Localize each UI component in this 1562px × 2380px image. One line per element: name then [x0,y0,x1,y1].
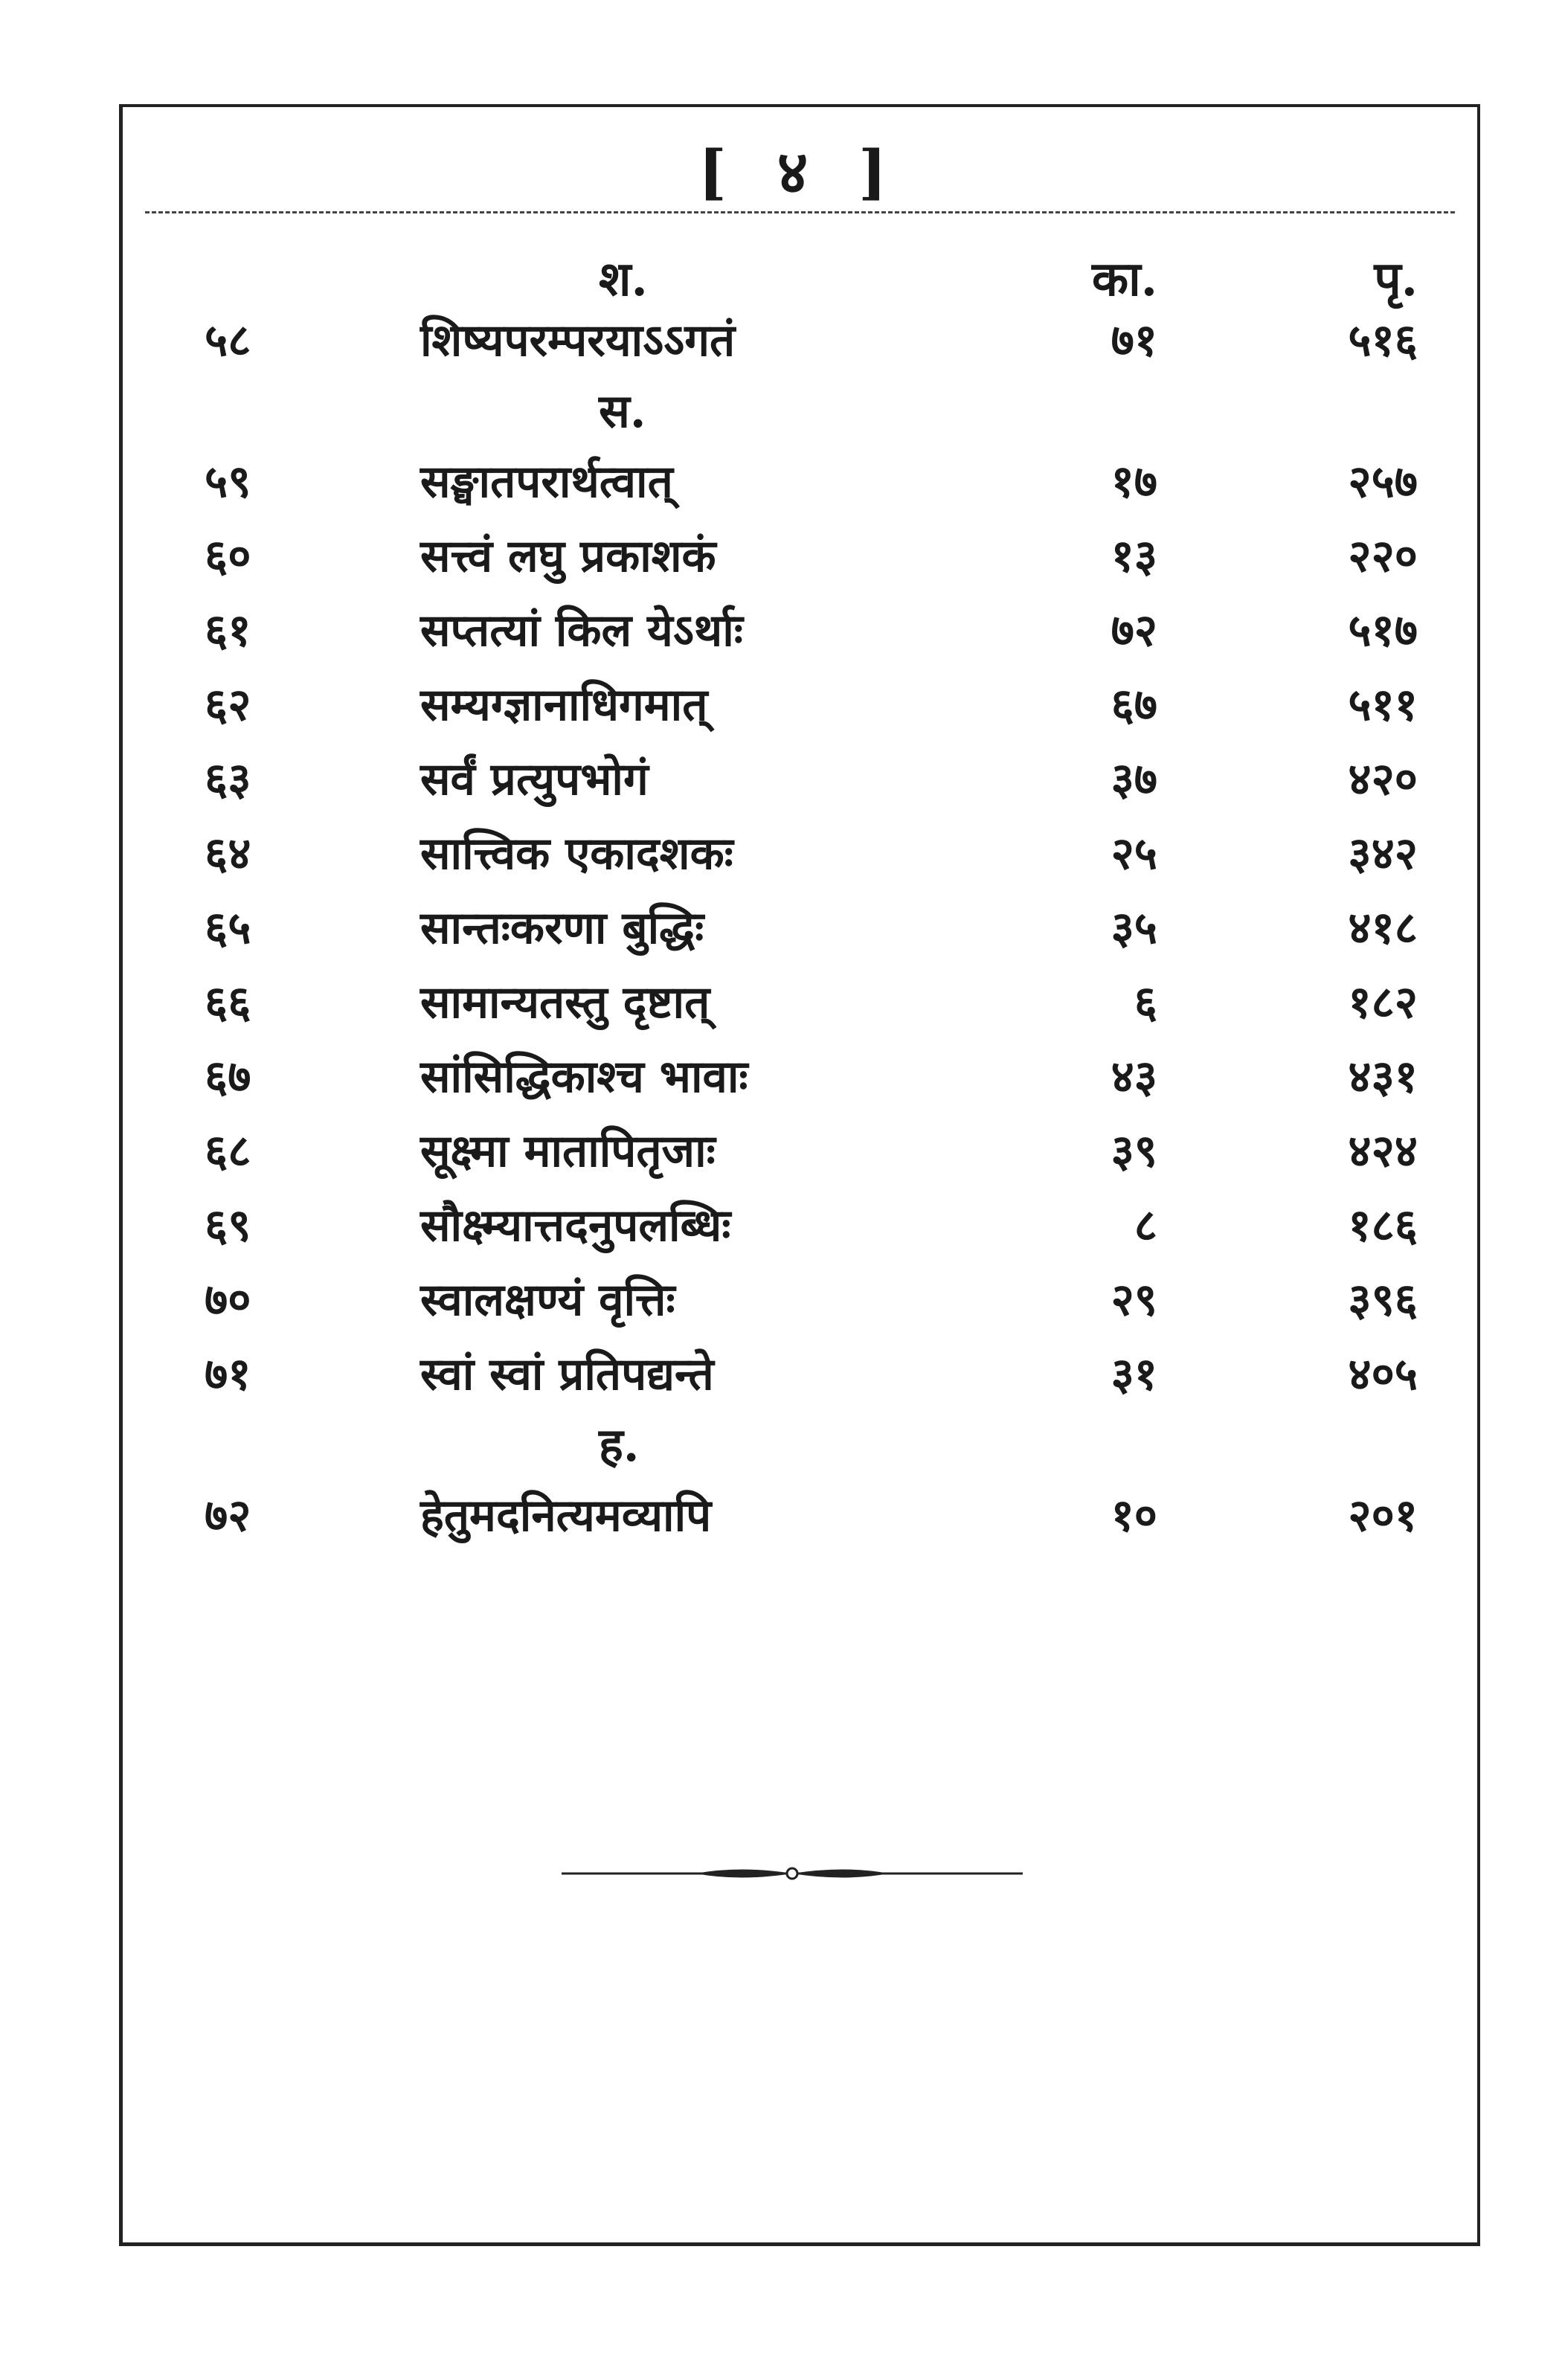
page-ref: ३४२ [1348,828,1418,880]
serial-number: ६५ [205,902,251,954]
karika-number: १३ [1111,530,1157,582]
index-row [123,970,1477,1041]
verse-text: सम्यग्ज्ञानाधिगमात् [420,679,708,731]
column-head-page: पृ. [1374,251,1418,307]
column-head-karika: का. [1091,251,1157,307]
verse-text: सत्त्वं लघु प्रकाशकं [420,530,716,582]
index-row [123,1193,1477,1264]
index-row [123,672,1477,744]
verse-text: स्वां स्वां प्रतिपद्यन्ते [420,1348,714,1400]
end-ornament [562,1862,1023,1885]
page-ref: १८६ [1348,1200,1418,1252]
karika-number: ३१ [1111,1348,1157,1400]
verse-text: सर्वं प्रत्युपभोगं [420,753,649,805]
index-row [123,747,1477,818]
serial-number: ५९ [205,456,251,508]
serial-number: ७१ [205,1348,251,1400]
serial-number: ७० [205,1274,251,1326]
karika-number: ६ [1134,977,1157,1029]
page-ref: ५१७ [1348,605,1418,657]
index-row [123,598,1477,669]
karika-number: २९ [1111,1274,1157,1326]
serial-number: ६१ [205,605,251,657]
serial-number: ५८ [205,315,251,367]
page-ref: २२० [1348,530,1418,582]
verse-text: स्वालक्षण्यं वृत्तिः [420,1274,675,1326]
page-ref: ४१८ [1348,902,1418,954]
karika-number: ४३ [1111,1051,1157,1103]
page-ref: ४२४ [1348,1125,1418,1177]
karika-number: ८ [1134,1200,1157,1252]
verse-text: सामान्यतस्तु दृष्टात् [420,977,710,1029]
verse-text: सौक्ष्म्यात्तदनुपलब्धिः [420,1200,731,1252]
verse-text: सात्त्विक एकादशकः [420,828,733,880]
serial-number: ६७ [205,1051,251,1103]
header-divider [145,211,1455,213]
index-row [123,821,1477,892]
karika-number: ३५ [1111,902,1157,954]
index-row [123,1267,1477,1339]
serial-number: ६८ [205,1125,251,1177]
page-number: [ ४ ] [698,137,901,207]
page-ref: २०१ [1348,1490,1418,1542]
page-ref: ३९६ [1348,1274,1418,1326]
karika-number: ३९ [1111,1125,1157,1177]
karika-number: २५ [1111,828,1157,880]
karika-number: १७ [1111,456,1157,508]
page-ref: २५७ [1348,456,1418,508]
index-row [123,1119,1477,1190]
serial-number: ६४ [205,828,251,880]
index-row [123,524,1477,595]
index-row [123,1342,1477,1413]
page-frame: [ ४ ] श. का. पृ. ५८ शिष्यपरम्परयाऽऽगतं ७१ ५१६ स. ५९ सङ्घातपरार्थत्वात् १७ २५७ ६० सत्त्वं लघु प्रकाशकं १३ २२० ६१ सप्तत्यां किल येऽर्थाः ७२ ५१७ ६२ सम्यग्ज्ञानाधिगमात् ६७ ५११ ६३ सर्वं प्रत्युपभोगं ३७ ४२० ६४ सात्त्विक एकादशकः २५ ३४२ ६५ सान्तःकरणा बुद्धिः ३५ ४१८ ६६ सामान्यतस्तु दृष्टात् ६ १८२ ६७ सांसिद्धिकाश्च भावाः ४३ ४३१ ६८ सूक्ष्मा मातापितृजाः ३९ ४२४ ६९ सौक्ष्म्यात्तदनुपलब्धिः ८ १८६ ७० स्वालक्षण्यं वृत्तिः २९ ३९६ ७१ स्वां स्वां प्रतिपद्यन्ते ३१ ४०५ ह. ७२ हेतुमदनित्यमव्यापि १० २०१ [119,104,1480,2246]
page-ref: १८२ [1348,977,1418,1029]
page-ref: ४३१ [1348,1051,1418,1103]
verse-text: हेतुमदनित्यमव्यापि [420,1490,712,1542]
page-ref: ४२० [1348,753,1418,805]
karika-number: ७२ [1111,605,1157,657]
serial-number: ६६ [205,977,251,1029]
index-row [123,308,1477,379]
column-head-shloka: श. [599,251,648,307]
verse-text: सान्तःकरणा बुद्धिः [420,902,704,954]
index-row [123,449,1477,521]
serial-number: ६३ [205,753,251,805]
verse-text: सप्तत्यां किल येऽर्थाः [420,605,743,657]
serial-number: ७२ [205,1490,251,1542]
karika-number: ७१ [1111,315,1157,367]
serial-number: ६९ [205,1200,251,1252]
serial-number: ६० [205,530,251,582]
page-ref: ५१६ [1348,315,1418,367]
serial-number: ६२ [205,679,251,731]
verse-text: सङ्घातपरार्थत्वात् [420,456,673,508]
verse-text: शिष्यपरम्परयाऽऽगतं [420,315,736,367]
karika-number: ३७ [1111,753,1157,805]
verse-text: सूक्ष्मा मातापितृजाः [420,1125,716,1177]
page-ref: ५११ [1348,679,1418,731]
index-row [123,1483,1477,1554]
karika-number: ६७ [1111,679,1157,731]
index-row [123,895,1477,967]
index-row [123,1044,1477,1116]
verse-text: सांसिद्धिकाश्च भावाः [420,1051,748,1103]
page-ref: ४०५ [1348,1348,1418,1400]
karika-number: १० [1111,1490,1157,1542]
